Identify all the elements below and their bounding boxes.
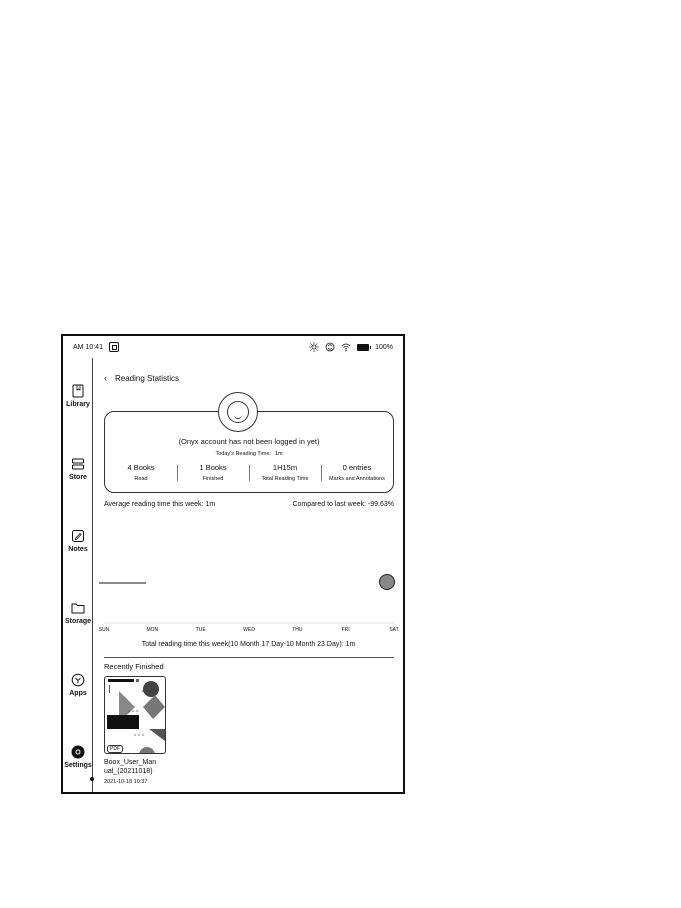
avatar-icon [227, 401, 249, 423]
main-content [94, 358, 403, 794]
device-screen [61, 334, 405, 794]
stat-annotations[interactable] [321, 463, 393, 482]
battery-icon [357, 344, 369, 351]
chart-x-tick-label: FRI [341, 627, 350, 633]
stat-label: Marks and Annotations [329, 476, 385, 482]
weekly-chart [94, 513, 403, 643]
avatar[interactable] [218, 392, 258, 432]
stat-read[interactable] [105, 463, 177, 482]
folder-icon [71, 601, 85, 615]
stat-label: Total Reading Time [261, 476, 309, 482]
sidebar-item-label: Notes [68, 546, 88, 553]
book-date: 2021-10-18 10:37 [104, 779, 148, 785]
stat-value: 1 Books [199, 463, 227, 472]
chart-x-tick-label: TUE [195, 627, 206, 633]
book-cover[interactable] [104, 676, 166, 754]
stat-total-time[interactable] [249, 463, 321, 482]
login-message[interactable]: (Onyx account has not been logged in yet) [178, 437, 320, 446]
compared-to-last-week: Compared to last week: -99.63% [292, 501, 394, 508]
stats-row [105, 463, 393, 482]
sidebar [63, 358, 93, 794]
wifi-icon[interactable] [341, 342, 351, 352]
stat-label: Read [134, 476, 148, 482]
section-divider [104, 657, 394, 658]
sidebar-item-store[interactable] [63, 457, 93, 481]
status-icons [309, 342, 393, 352]
floating-action-button[interactable] [379, 574, 395, 590]
stat-value: 0 entries [342, 463, 372, 472]
stat-label: Finished [202, 476, 224, 482]
book-icon [71, 384, 85, 398]
page-title: Reading Statistics [115, 373, 180, 383]
sidebar-item-apps[interactable] [63, 673, 93, 697]
apps-icon [71, 673, 85, 687]
sidebar-item-notes[interactable] [63, 529, 93, 553]
status-bar [63, 336, 403, 358]
note-shortcut-icon[interactable] [109, 342, 119, 352]
chart-x-tick-label: MON [146, 627, 159, 633]
pdf-badge: PDF [107, 745, 123, 753]
chart-x-tick-label: SAT [389, 627, 399, 633]
sidebar-item-label: Settings [64, 762, 92, 769]
battery-percent: 100% [375, 343, 393, 351]
sidebar-item-label: Storage [64, 618, 92, 625]
sidebar-item-settings[interactable] [63, 745, 93, 769]
settings-icon [71, 745, 85, 759]
stat-finished[interactable] [177, 463, 249, 482]
book-title-line: ual_(20211018) [104, 768, 153, 775]
book-cover-art [105, 677, 166, 754]
chart-x-tick-label: SUN [98, 627, 110, 633]
chart-x-tick-label: THU [292, 627, 303, 633]
stat-value: 1H15m [272, 463, 298, 472]
weekly-summary [104, 501, 394, 508]
book-title-line: Boox_User_Man [104, 759, 157, 766]
book-title[interactable] [104, 758, 184, 776]
sidebar-item-storage[interactable] [63, 601, 93, 625]
status-time: AM 10:41 [73, 344, 103, 351]
sidebar-item-library[interactable] [63, 384, 93, 408]
sidebar-item-label: Library [66, 401, 90, 408]
total-reading-time-week: Total reading time this week(10 Month 17 Day-10 Month 23 Day): 1m [141, 641, 356, 648]
today-reading-time: Today's Reading Time：1m [215, 451, 283, 457]
notes-icon [71, 529, 85, 543]
store-icon [71, 457, 85, 471]
stat-value: 4 Books [127, 463, 155, 472]
header-bar [104, 373, 179, 383]
recently-finished-title: Recently Finished [104, 662, 164, 671]
average-reading-time: Average reading time this week: 1m [104, 501, 216, 508]
sidebar-item-label: Store [69, 474, 87, 481]
back-chevron-icon[interactable]: ‹ [104, 373, 107, 383]
brightness-icon[interactable] [309, 342, 319, 352]
chart-x-tick-label: WED [243, 627, 255, 633]
sidebar-item-label: Apps [69, 690, 87, 697]
sync-icon[interactable] [325, 342, 335, 352]
